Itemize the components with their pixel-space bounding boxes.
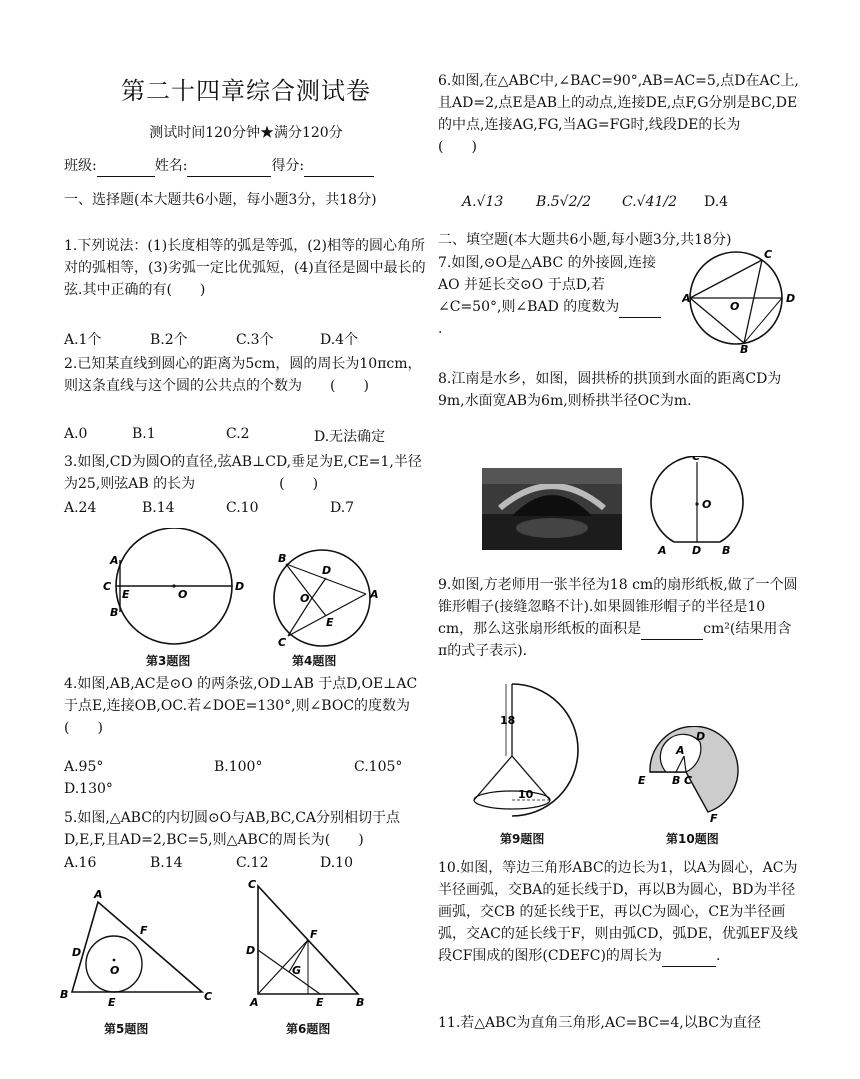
q10-answer-blank[interactable]: [662, 950, 716, 967]
q1-option-b[interactable]: B.2个: [150, 332, 188, 348]
fig5-label-a: A: [94, 888, 103, 901]
fig5-label-e: E: [108, 996, 116, 1009]
score-field[interactable]: [304, 160, 374, 177]
q3-option-d[interactable]: D.7: [330, 500, 355, 516]
question-6: 6.如图,在△ABC中,∠BAC=90°,AB=AC=5,点D在AC上,且AD=2,点E是AB上的动点,连接DE,点F,G分别是BC,DE的中点,连接AG,FG,当AG=FG时,线段DE的长为 ( ): [438, 73, 799, 155]
q5-option-b[interactable]: B.14: [150, 855, 183, 871]
score-label: 得分:: [271, 158, 305, 174]
figure-6-caption: 第6题图: [286, 1022, 331, 1036]
q4-option-b[interactable]: B.100°: [214, 759, 263, 775]
fig7-label-b: B: [740, 343, 749, 354]
fig8-label-o: O: [702, 498, 712, 511]
q3-option-c[interactable]: C.10: [226, 500, 259, 516]
figure-3-drawing: [98, 528, 248, 650]
figure-5-drawing: [60, 888, 220, 1010]
q2-option-b[interactable]: B.1: [132, 426, 156, 442]
fig4-label-a: A: [370, 588, 379, 601]
q6-option-d[interactable]: D.4: [704, 194, 729, 210]
section-choice-heading: 一、选择题(本大题共6小题，每小题3分，共18分): [64, 192, 377, 208]
q4-options-2: [64, 781, 428, 803]
fig4-label-b: B: [278, 552, 287, 565]
fig8-label-c: C: [692, 456, 701, 463]
fig3-label-a: A: [110, 554, 119, 567]
figure-7-drawing: [682, 244, 800, 354]
fig6-label-c: C: [248, 878, 257, 891]
figure-7: [682, 244, 800, 354]
q1-option-a[interactable]: A.1个: [64, 332, 102, 348]
question-10: [438, 857, 800, 967]
figure-5-caption: 第5题图: [104, 1022, 149, 1036]
q7-answer-blank[interactable]: [619, 301, 661, 318]
q1-option-c[interactable]: C.3个: [236, 332, 274, 348]
fig8-label-d: D: [692, 544, 702, 556]
q3-options: [64, 500, 428, 522]
fig6-label-b: B: [356, 996, 365, 1009]
question-5: 5.如图,△ABC的内切圆⊙O与AB,BC,CA分别相切于点D,E,F,且AD=2,BC=5,则△ABC的周长为( ): [64, 810, 401, 848]
q6-option-c[interactable]: C.√41/2: [622, 194, 678, 210]
name-field[interactable]: [187, 160, 271, 177]
fig10-label-f: F: [710, 812, 718, 825]
fig4-label-e: E: [326, 616, 334, 629]
fig7-label-c: C: [764, 248, 773, 261]
q5-options: [64, 855, 428, 877]
q5-option-a[interactable]: A.16: [64, 855, 97, 871]
bridge-photo: [482, 468, 622, 550]
fig10-label-c: C: [684, 774, 693, 787]
figure-10-caption: 第10题图: [666, 832, 719, 846]
fig9-label-18: 18: [500, 714, 516, 727]
fig3-label-d: D: [235, 580, 245, 593]
fig7-label-o: O: [730, 300, 740, 313]
figure-6-drawing: [244, 878, 374, 1010]
question-1: 1.下列说法：(1)长度相等的弧是等弧，(2)相等的圆心角所对的弧相等，(3)劣弧一定比优弧短，(4)直径是圆中最长的弦.其中正确的有( ): [64, 238, 426, 298]
figure-4-caption: 第4题图: [292, 654, 337, 668]
fig5-label-d: D: [72, 946, 82, 959]
figure-3-caption: 第3题图: [146, 654, 191, 668]
student-info-line: [64, 155, 428, 177]
figure-9: [466, 678, 616, 850]
fig4-label-c: C: [278, 636, 287, 649]
q1-option-d[interactable]: D.4个: [320, 332, 359, 348]
q4-options: [64, 759, 428, 781]
q2-option-c[interactable]: C.2: [226, 426, 250, 442]
fig5-label-o: O: [110, 964, 120, 977]
figure-8-drawing: [644, 456, 754, 556]
bridge-photo-drawing: [482, 468, 622, 550]
question-2: 2.已知某直线到圆心的距离为5cm，圆的周长为10πcm，则这条直线与这个圆的公共点的个数为 ( ): [64, 356, 422, 394]
question-3: 3.如图,CD为圆O的直径,弦AB⊥CD,垂足为E,CE=1,半径为25,则弦AB 的长为 ( ): [64, 454, 422, 492]
figure-10-drawing: [636, 726, 760, 826]
figure-9-caption: 第9题图: [500, 832, 545, 846]
fig6-label-d: D: [246, 944, 256, 957]
fig5-label-b: B: [60, 988, 69, 1001]
q9-answer-blank[interactable]: [641, 623, 703, 640]
page-subtitle: 测试时间120分钟★满分120分: [149, 125, 343, 141]
q10-text: 10.如图，等边三角形ABC的边长为1，以A为圆心，AC为半径画弧，交BA的延长线于D，再以B为圆心，BD为半径画弧，交CB 的延长线于E，再以C为圆心，CE为半径画弧，交AC的延长线于F，则由弧CD，弧DE，优弧EF及线段CF围成的图形(CDEFC)的周长为: [438, 860, 798, 964]
q2-option-d[interactable]: D.无法确定: [314, 429, 386, 445]
q9-end: cm²(结果用含π的式子表示).: [438, 621, 792, 659]
fig3-label-e: E: [122, 588, 130, 601]
class-field[interactable]: [97, 160, 155, 177]
figure-8: [644, 456, 754, 556]
q4-option-d[interactable]: D.130°: [64, 781, 113, 797]
q1-options: [64, 329, 428, 351]
question-11: 11.若△ABC为直角三角形,AC=BC=4,以BC为直径: [438, 1015, 762, 1031]
fig3-label-c: C: [103, 580, 112, 593]
fig10-label-a: A: [676, 744, 685, 757]
fig8-label-b: B: [722, 544, 731, 556]
fig3-label-o: O: [178, 588, 188, 601]
q3-option-a[interactable]: A.24: [64, 500, 97, 516]
fig6-label-e: E: [316, 996, 324, 1009]
q9-text: 9.如图,方老师用一张半径为18 cm的扇形纸板,做了一个圆锥形帽子(接缝忽略不计).如果圆锥形帽子的半径是10 cm，那么这张扇形纸板的面积是: [438, 577, 798, 637]
question-9: [438, 574, 800, 662]
q4-option-c[interactable]: C.105°: [354, 759, 403, 775]
fig7-label-a: A: [682, 292, 691, 305]
class-label: 班级:: [64, 158, 97, 174]
fig6-label-a: A: [250, 996, 259, 1009]
section-fill-heading: 二、填空题(本大题共6小题,每小题3分,共18分): [438, 232, 732, 248]
fig5-label-c: C: [204, 990, 213, 1003]
q6-options: [438, 194, 800, 216]
name-label: 姓名:: [154, 158, 188, 174]
figure-10: [636, 726, 760, 850]
fig6-label-g: G: [292, 964, 302, 977]
figure-9-drawing: [466, 678, 616, 824]
figure-3: [98, 528, 248, 668]
figure-6: [244, 878, 374, 1038]
q5-option-d[interactable]: D.10: [320, 855, 353, 871]
fig9-label-10: 10: [518, 788, 534, 801]
q4-option-a[interactable]: A.95°: [64, 759, 104, 775]
fig5-label-f: F: [140, 924, 148, 937]
fig8-label-a: A: [658, 544, 667, 556]
q2-option-a[interactable]: A.0: [64, 426, 88, 442]
q3-option-b[interactable]: B.14: [142, 500, 175, 516]
fig10-label-b: B: [672, 774, 681, 787]
page-title: 第二十四章综合测试卷: [121, 77, 371, 105]
fig10-label-e: E: [638, 774, 646, 787]
figure-5: [60, 888, 220, 1038]
figure-4: [270, 548, 390, 670]
fig7-label-d: D: [786, 292, 796, 305]
q7-end: .: [438, 321, 443, 337]
q2-options: [64, 426, 428, 448]
q5-option-c[interactable]: C.12: [236, 855, 269, 871]
question-4: 4.如图,AB,AC是⊙O 的两条弦,OD⊥AB 于点D,OE⊥AC于点E,连接OB,OC.若∠DOE=130°,则∠BOC的度数为 ( ): [64, 676, 418, 736]
fig6-label-f: F: [310, 928, 318, 941]
fig4-label-d: D: [322, 564, 332, 577]
q6-option-a[interactable]: A.√13: [462, 194, 504, 210]
q7-text: 7.如图,⊙O是△ABC 的外接圆,连接AO 并延长交⊙O 于点D,若∠C=50°,则∠BAD 的度数为: [438, 255, 657, 315]
fig3-label-b: B: [110, 606, 119, 619]
figure-4-drawing: [270, 548, 390, 650]
fig4-label-o: O: [300, 592, 310, 605]
q10-end: .: [715, 948, 721, 964]
question-7: [438, 252, 662, 340]
question-8: 8.江南是水乡，如图，圆拱桥的拱顶到水面的距离CD为9m,水面宽AB为6m,则桥拱半径OC为m.: [438, 371, 782, 409]
q6-option-b[interactable]: B.5√2/2: [536, 194, 592, 210]
fig10-label-d: D: [696, 730, 706, 743]
